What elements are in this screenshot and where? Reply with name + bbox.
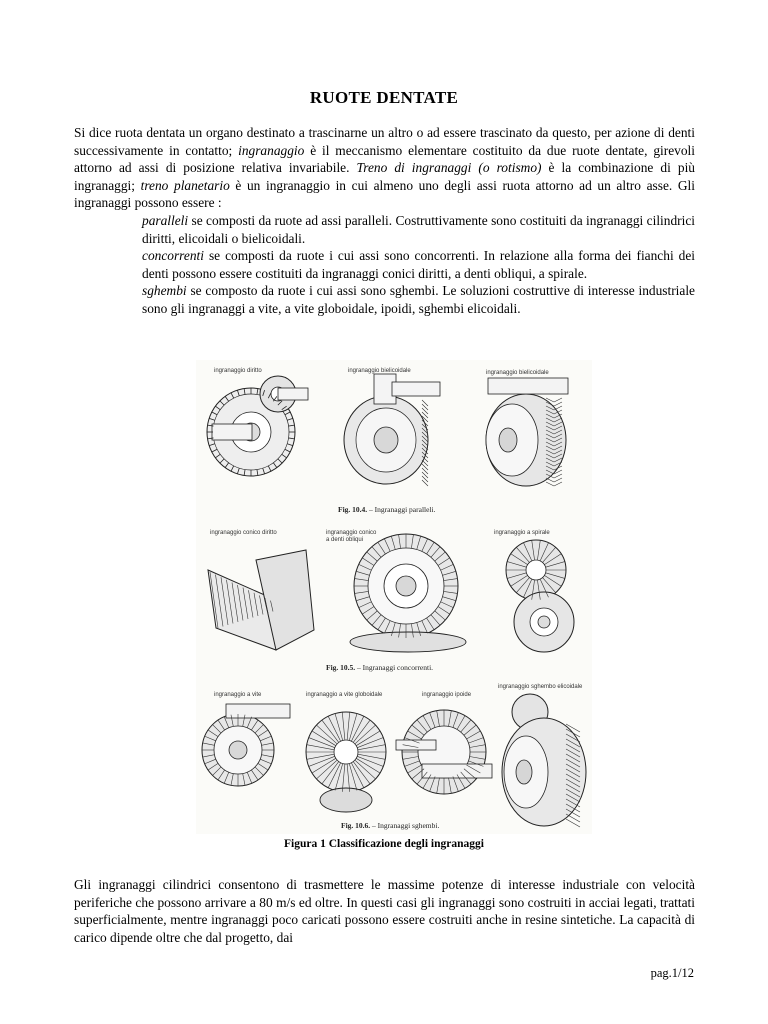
intro-paragraph — [74, 124, 695, 212]
gear-type-item — [142, 212, 695, 247]
fig-no-r3: Fig. 10.6. — [341, 821, 371, 830]
intro-text: è un ingranaggio in cui almeno uno degli assi ruota attorno ad un altro asse. Gli ingranaggi possono essere : — [74, 177, 695, 211]
gear-type-term: sghembi — [142, 283, 187, 299]
fig-label-r3-4: ingranaggio sghembo elicoidale — [498, 684, 583, 690]
svg-text:Fig. 10.4. – Ingranaggi parall — [338, 505, 436, 514]
fig-label-r2-3: a denti obliqui — [326, 537, 364, 543]
fig-label-r2-2: ingranaggio conico — [326, 530, 377, 536]
fig-text-r1: – Ingranaggi paralleli. — [369, 505, 436, 514]
fig-no-r1: Fig. 10.4. — [338, 505, 368, 514]
gear-type-term: concorrenti — [142, 248, 204, 264]
gear-type-item — [142, 282, 695, 317]
fig-label-r3-1: ingranaggio a vite — [214, 692, 262, 698]
intro-term: treno planetario — [140, 177, 230, 193]
svg-text:Fig. 10.6. – Ingranaggi sghemb — [341, 821, 439, 830]
fig-label-r1-3: ingranaggio bielicoidale — [486, 370, 549, 376]
gear-type-list — [142, 212, 695, 318]
intro-term: ingranaggio — [238, 142, 305, 158]
intro-text: è la combinazione di più ingranaggi; — [74, 160, 695, 193]
intro-term: Treno di ingranaggi (o rotismo) — [356, 160, 542, 176]
fig-label-r3-2: ingranaggio a vite globoidale — [306, 692, 383, 698]
gear-type-item — [142, 247, 695, 282]
gear-type-description: se composto da ruote i cui assi sono sghembi. Le soluzioni costruttive di interesse industriale sono gli ingranaggi a vite, a vite globoidale, ipoidi, sghembi elicoidali. — [142, 283, 695, 316]
fig-label-r2-1: ingranaggio conico diritto — [210, 530, 277, 536]
page-title: RUOTE DENTATE — [309, 88, 459, 107]
herringbone-gear-drawing — [486, 378, 568, 486]
fig-label-r1-1: ingranaggio diritto — [214, 368, 262, 374]
gear-type-description: se composti da ruote ad assi paralleli. Costruttivamente sono costituiti da ingranaggi cilindrici diritti, elicoidali o bielicoidali. — [142, 213, 695, 246]
fig-label-r1-2: ingranaggio bielicoidale — [348, 368, 411, 374]
fig-text-r2: – Ingranaggi concorrenti. — [357, 663, 434, 672]
fig-text-r3: – Ingranaggi sghembi. — [372, 821, 440, 830]
intro-text: è il meccanismo elementare costituito da due ruote dentate, girevoli attorno ad assi di posizione relativa invariabile. — [74, 142, 695, 176]
fig-label-r3-3: ingranaggio ipoide — [422, 692, 472, 698]
svg-text:Fig. 10.5. – Ingranaggi concor — [326, 663, 433, 672]
gear-classification-figure — [196, 360, 592, 834]
figure-caption: Figura 1 Classificazione degli ingranaggi — [284, 838, 484, 850]
fig-label-r2-4: ingranaggio a spirale — [494, 530, 550, 536]
gear-type-term: paralleli — [142, 213, 189, 228]
body-paragraph: Gli ingranaggi cilindrici consentono di trasmettere le massime potenze di interesse industriale con velocità periferiche che possono arrivare a 80 m/s ed oltre. In questi casi gli ingranaggi sono costruiti in acciai legati, trattati superficialmente, mentre ingranaggi poco caricati possono essere costruiti anche in resine sintetiche. La capacità di carico dipende oltre che dal progetto, dai — [74, 877, 695, 945]
gear-type-description: se composti da ruote i cui assi sono concorrenti. In relazione alla forma dei fianchi dei denti possono essere costituiti da ingranaggi conici diritti, a denti obliqui, a spirale. — [142, 248, 695, 281]
page-number: pag.1/12 — [650, 966, 694, 980]
intro-text: Si dice ruota dentata un organo destinato a trascinarne un altro o ad essere trascinato da questo, per azione di denti successivamente in contatto; — [74, 125, 695, 158]
gear-illustrations — [196, 360, 592, 834]
fig-no-r2: Fig. 10.5. — [326, 663, 356, 672]
